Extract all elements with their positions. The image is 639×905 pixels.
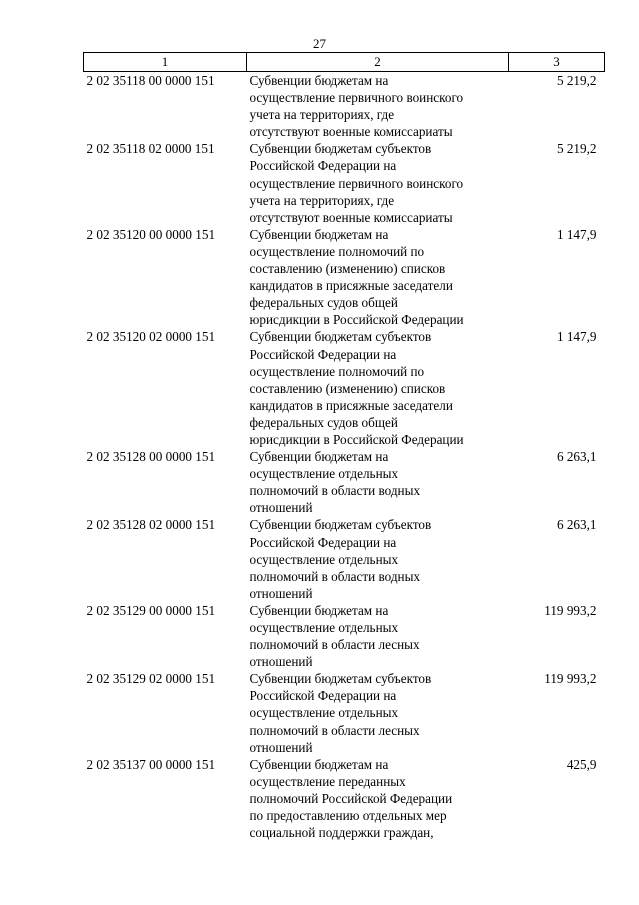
budget-code: 2 02 35128 02 0000 151: [86, 517, 216, 533]
table-row: [84, 140, 605, 225]
budget-code: 2 02 35128 00 0000 151: [86, 449, 216, 465]
budget-code: 2 02 35120 00 0000 151: [86, 226, 216, 242]
budget-amount: 425,9: [566, 756, 597, 772]
budget-amount: 1 147,9: [556, 329, 597, 345]
budget-amount: 5 219,2: [556, 73, 597, 88]
budget-item-name: Субвенции бюджетам на осуществление отдельных полномочий в области водных отношений: [249, 449, 421, 516]
budget-amount: 119 993,2: [544, 602, 597, 618]
budget-code: 2 02 35118 02 0000 151: [86, 141, 215, 157]
budget-code: 2 02 35129 02 0000 151: [86, 671, 216, 687]
header-col-2: 2: [247, 53, 509, 72]
table-row: [84, 72, 605, 141]
budget-item-name: Субвенции бюджетам субъектов Российской Федерации на осуществление первичного воинского учета на территориях, где отсутствуют военные комиссариаты: [249, 141, 464, 225]
budget-code: 2 02 35118 00 0000 151: [86, 73, 215, 88]
table-row: [84, 602, 605, 670]
table-row: [84, 516, 605, 601]
budget-item-name: Субвенции бюджетам на осуществление первичного воинского учета на территориях, где отсутствуют военные комиссариаты: [249, 73, 464, 140]
budget-amount: 1 147,9: [556, 226, 597, 242]
budget-code: 2 02 35129 00 0000 151: [86, 602, 216, 618]
table-row: [84, 226, 605, 329]
budget-item-name: Субвенции бюджетам на осуществление отдельных полномочий в области лесных отношений: [249, 602, 420, 670]
budget-amount: 5 219,2: [556, 141, 597, 157]
budget-table: [83, 52, 605, 841]
budget-item-name: Субвенции бюджетам субъектов Российской Федерации на осуществление полномочий по составлению (изменению) списков кандидатов в присяжные заседатели федеральных судов общей юрисдикции в Российской Федерации: [249, 329, 464, 447]
budget-item-name: Субвенции бюджетам на осуществление переданных полномочий Российской Федерации по предоставлению отдельных мер социальной поддержки граждан,: [249, 756, 453, 841]
table-body: [84, 72, 605, 842]
page-number: 27: [313, 36, 326, 51]
budget-item-name: Субвенции бюджетам на осуществление полномочий по составлению (изменению) списков кандидатов в присяжные заседатели федеральных судов общей юрисдикции в Российской Федерации: [249, 226, 464, 328]
budget-amount: 119 993,2: [544, 671, 597, 687]
budget-amount: 6 263,1: [556, 517, 597, 533]
header-row: [84, 53, 605, 72]
table-row: [84, 328, 605, 448]
header-col-3: 3: [509, 53, 605, 72]
table-row: [84, 756, 605, 841]
header-col-1: 1: [84, 53, 247, 72]
budget-code: 2 02 35120 02 0000 151: [86, 329, 216, 345]
budget-code: 2 02 35137 00 0000 151: [86, 756, 216, 772]
table-header: [84, 53, 605, 72]
table-row: [84, 670, 605, 755]
budget-item-name: Субвенции бюджетам субъектов Российской Федерации на осуществление отдельных полномочий в области лесных отношений: [249, 671, 432, 755]
table-row: [84, 448, 605, 516]
budget-item-name: Субвенции бюджетам субъектов Российской Федерации на осуществление отдельных полномочий в области водных отношений: [249, 517, 432, 601]
budget-amount: 6 263,1: [556, 449, 597, 465]
